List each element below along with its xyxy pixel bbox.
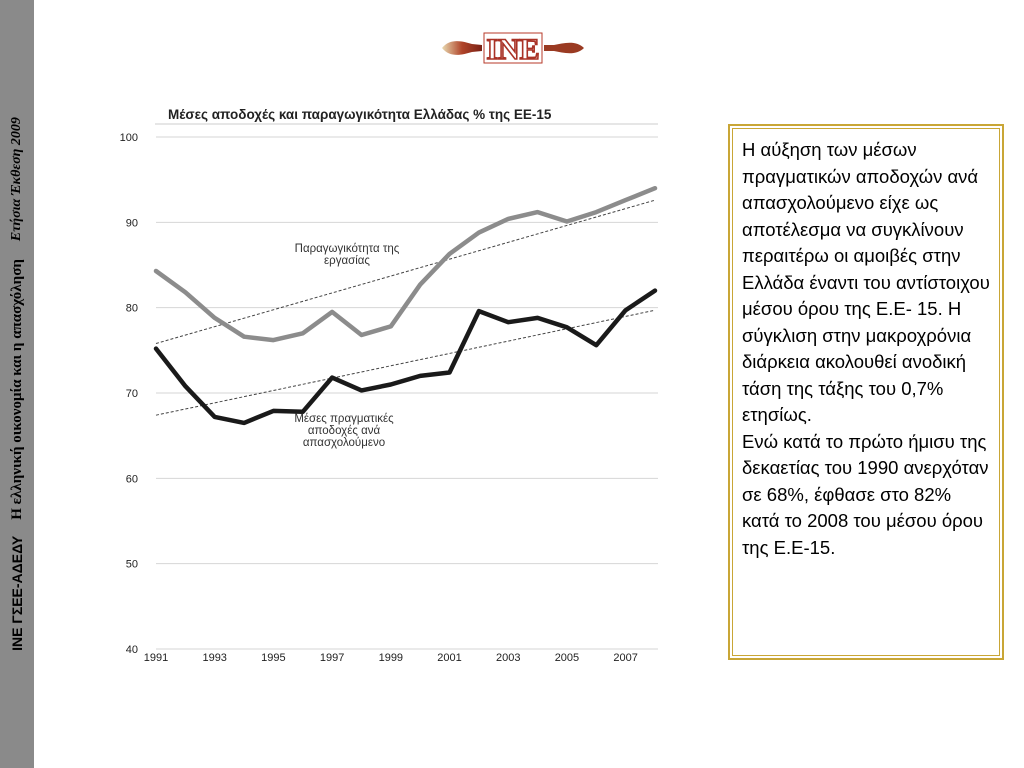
x-tick-label: 1999	[378, 652, 404, 664]
y-tick-label: 90	[125, 217, 138, 230]
y-tick-label: 60	[125, 473, 138, 486]
chart-series	[156, 188, 655, 423]
annotation-line: Μέσες πραγματικές	[294, 413, 394, 425]
x-tick-label: 2001	[437, 652, 462, 664]
series-annotation-2	[294, 413, 394, 449]
y-tick-label: 50	[125, 558, 138, 571]
series-annotation-1	[295, 243, 400, 267]
x-tick-label: 2003	[495, 652, 521, 664]
x-tick-label: 1993	[202, 652, 227, 664]
y-tick-labels	[120, 132, 138, 656]
chart-title: Μέσες αποδοχές και παραγωγικότητα Ελλάδας % της ΕΕ-15	[168, 107, 552, 122]
y-tick-label: 70	[125, 388, 138, 400]
y-tick-label: 40	[125, 644, 138, 656]
line-chart	[100, 95, 670, 675]
sidebar-org: ΙΝΕ ΓΣΕΕ-ΑΔΕΔΥ	[9, 535, 25, 651]
logo-text: INE	[486, 33, 540, 66]
sidebar-topic: Η ελληνική οικονομία και η απασχόληση	[8, 259, 25, 520]
x-tick-label: 2007	[613, 652, 638, 664]
chart-annotations	[294, 243, 399, 449]
chart-grid	[156, 137, 658, 649]
sidebar	[0, 0, 34, 768]
x-tick-label: 1997	[319, 652, 345, 664]
commentary-paragraph-1: Η αύξηση των μέσων πραγματικών αποδοχών ανά απασχολούμενο είχε ως αποτέλεσμα να συγκλίνουν περαιτέρω οι αμοιβές στην Ελλάδα έναντι του αντίστοιχου μέσου όρου της Ε.Ε- 15. Η σύγκλιση στην μακροχρόνια διάρκεια ακολουθεί ανοδική τάση της τάξης του 0,7% ετησίως.	[742, 139, 990, 425]
series-line-2	[156, 291, 655, 423]
x-tick-label: 1991	[143, 652, 169, 664]
y-tick-label: 80	[125, 302, 138, 315]
commentary-paragraph-2: Ενώ κατά το πρώτο ήμισυ της δεκαετίας του 1990 ανερχόταν σε 68%, έφθασε στο 82% κατά το 2008 του μέσου όρου της Ε.Ε-15.	[742, 430, 989, 558]
series-line-1	[156, 188, 655, 340]
torch-right-icon	[544, 43, 584, 54]
x-tick-labels	[144, 652, 638, 664]
annotation-line: απασχολούμενο	[302, 437, 386, 449]
commentary-box-inner	[732, 128, 1000, 656]
sidebar-report: Ετήσια Έκθεση 2009	[9, 117, 24, 242]
annotation-line: Παραγωγικότητα της	[294, 243, 400, 255]
x-tick-label: 2005	[554, 652, 580, 664]
annotation-line: αποδοχές ανά	[307, 425, 381, 437]
ine-logo	[440, 28, 586, 68]
annotation-line: εργασίας	[324, 255, 370, 267]
torch-left-icon	[442, 41, 482, 55]
sidebar-title	[0, 0, 34, 768]
x-tick-label: 1995	[261, 652, 286, 664]
y-tick-label: 100	[119, 132, 138, 144]
commentary-box	[728, 124, 1004, 660]
trend-line-1	[156, 200, 655, 343]
